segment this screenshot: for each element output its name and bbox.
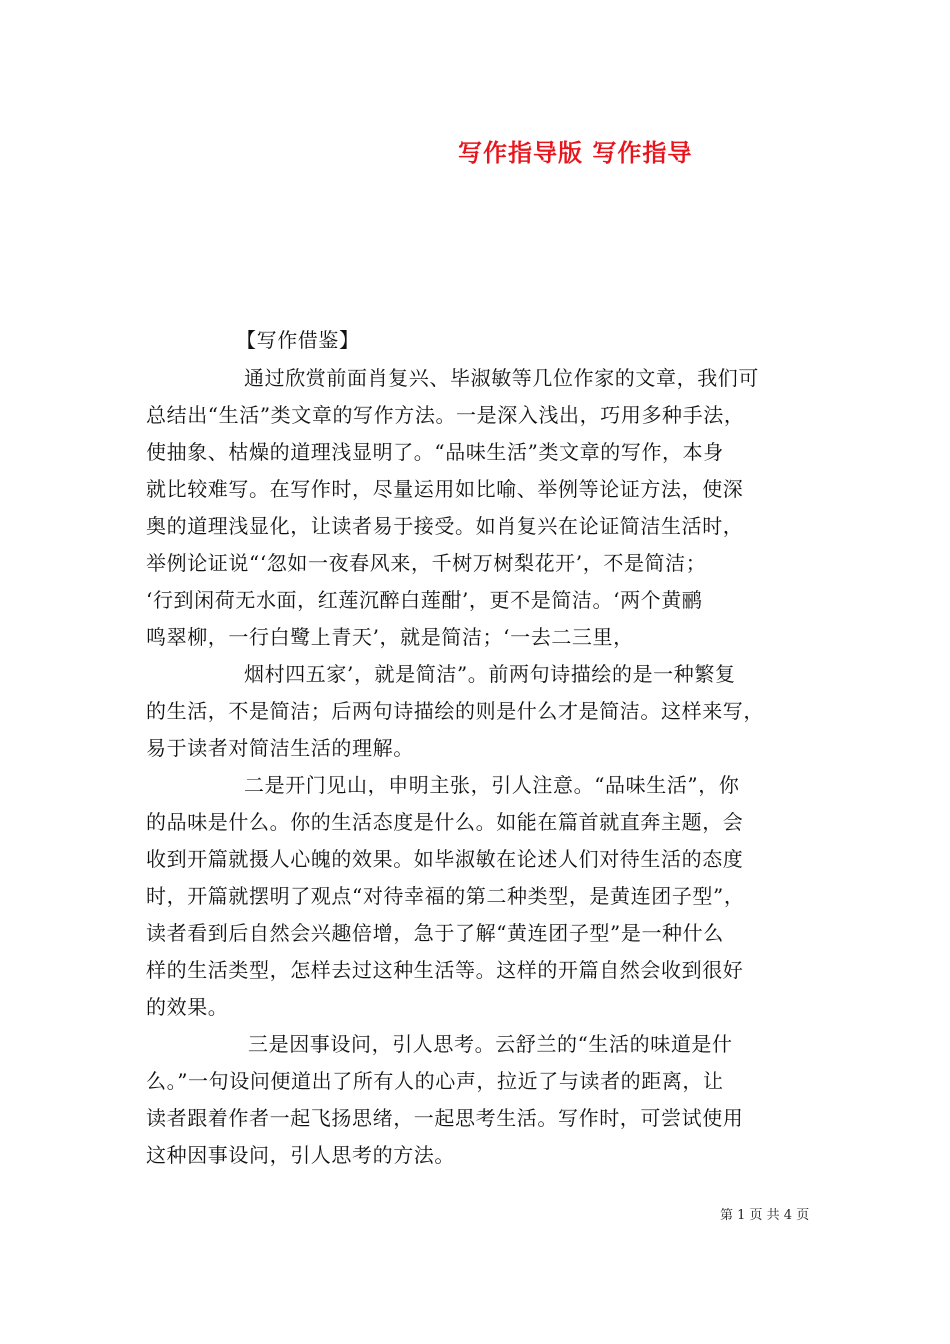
body-line: ‘行到闲荷无水面，红莲沉醉白莲酣’，更不是简洁。‘两个黄鹂 [146, 588, 703, 612]
body-line: 时，开篇就摆明了观点“对待幸福的第二种类型，是黄连团子型”， [146, 884, 745, 908]
page-title: 写作指导版 写作指导 [458, 139, 693, 167]
body-line: 奥的道理浅显化，让读者易于接受。如肖复兴在论证简洁生活时， [146, 514, 744, 538]
body-line: 的效果。 [146, 995, 229, 1019]
body-line: 的品味是什么。你的生活态度是什么。如能在篇首就直奔主题，会 [146, 810, 744, 834]
body-line: 易于读者对简洁生活的理解。 [146, 736, 414, 760]
body-line: 总结出“生活”类文章的写作方法。一是深入浅出，巧用多种手法， [146, 403, 745, 427]
body-line: 通过欣赏前面肖复兴、毕淑敏等几位作家的文章，我们可 [244, 366, 759, 390]
body-line: 举例论证说“‘忽如一夜春风来，千树万树梨花开’，不是简洁； [146, 551, 707, 575]
body-line: 读者跟着作者一起飞扬思绪，一起思考生活。写作时，可尝试使用 [146, 1106, 744, 1130]
body-line: 这种因事设问，引人思考的方法。 [146, 1143, 455, 1167]
body-line: 使抽象、枯燥的道理浅显明了。“品味生活”类文章的写作，本身 [146, 440, 724, 464]
body-line: 就比较难写。在写作时，尽量运用如比喻、举例等论证方法，使深 [146, 477, 744, 501]
section-heading: 【写作借鉴】 [236, 328, 360, 352]
body-line: 样的生活类型，怎样去过这种生活等。这样的开篇自然会收到很好 [146, 958, 744, 982]
body-line: 鸣翠柳，一行白鹭上青天’，就是简洁；‘一去二三里， [146, 625, 634, 649]
body-line: 烟村四五家’，就是简洁”。前两句诗描绘的是一种繁复 [244, 662, 736, 686]
page-number: 第 1 页 共 4 页 [720, 1208, 810, 1223]
body-line: 的生活，不是简洁；后两句诗描绘的则是什么才是简洁。这样来写， [146, 699, 764, 723]
body-line: 收到开篇就摄人心魄的效果。如毕淑敏在论述人们对待生活的态度 [146, 847, 744, 871]
body-line: 么。”一句设问便道出了所有人的心声，拉近了与读者的距离，让 [146, 1069, 724, 1093]
body-line: 读者看到后自然会兴趣倍增，急于了解“黄连团子型”是一种什么 [146, 921, 724, 945]
body-line: 三是因事设问，引人思考。云舒兰的“生活的味道是什 [248, 1032, 733, 1056]
body-line: 二是开门见山，申明主张，引人注意。“品味生活”，你 [244, 773, 740, 797]
